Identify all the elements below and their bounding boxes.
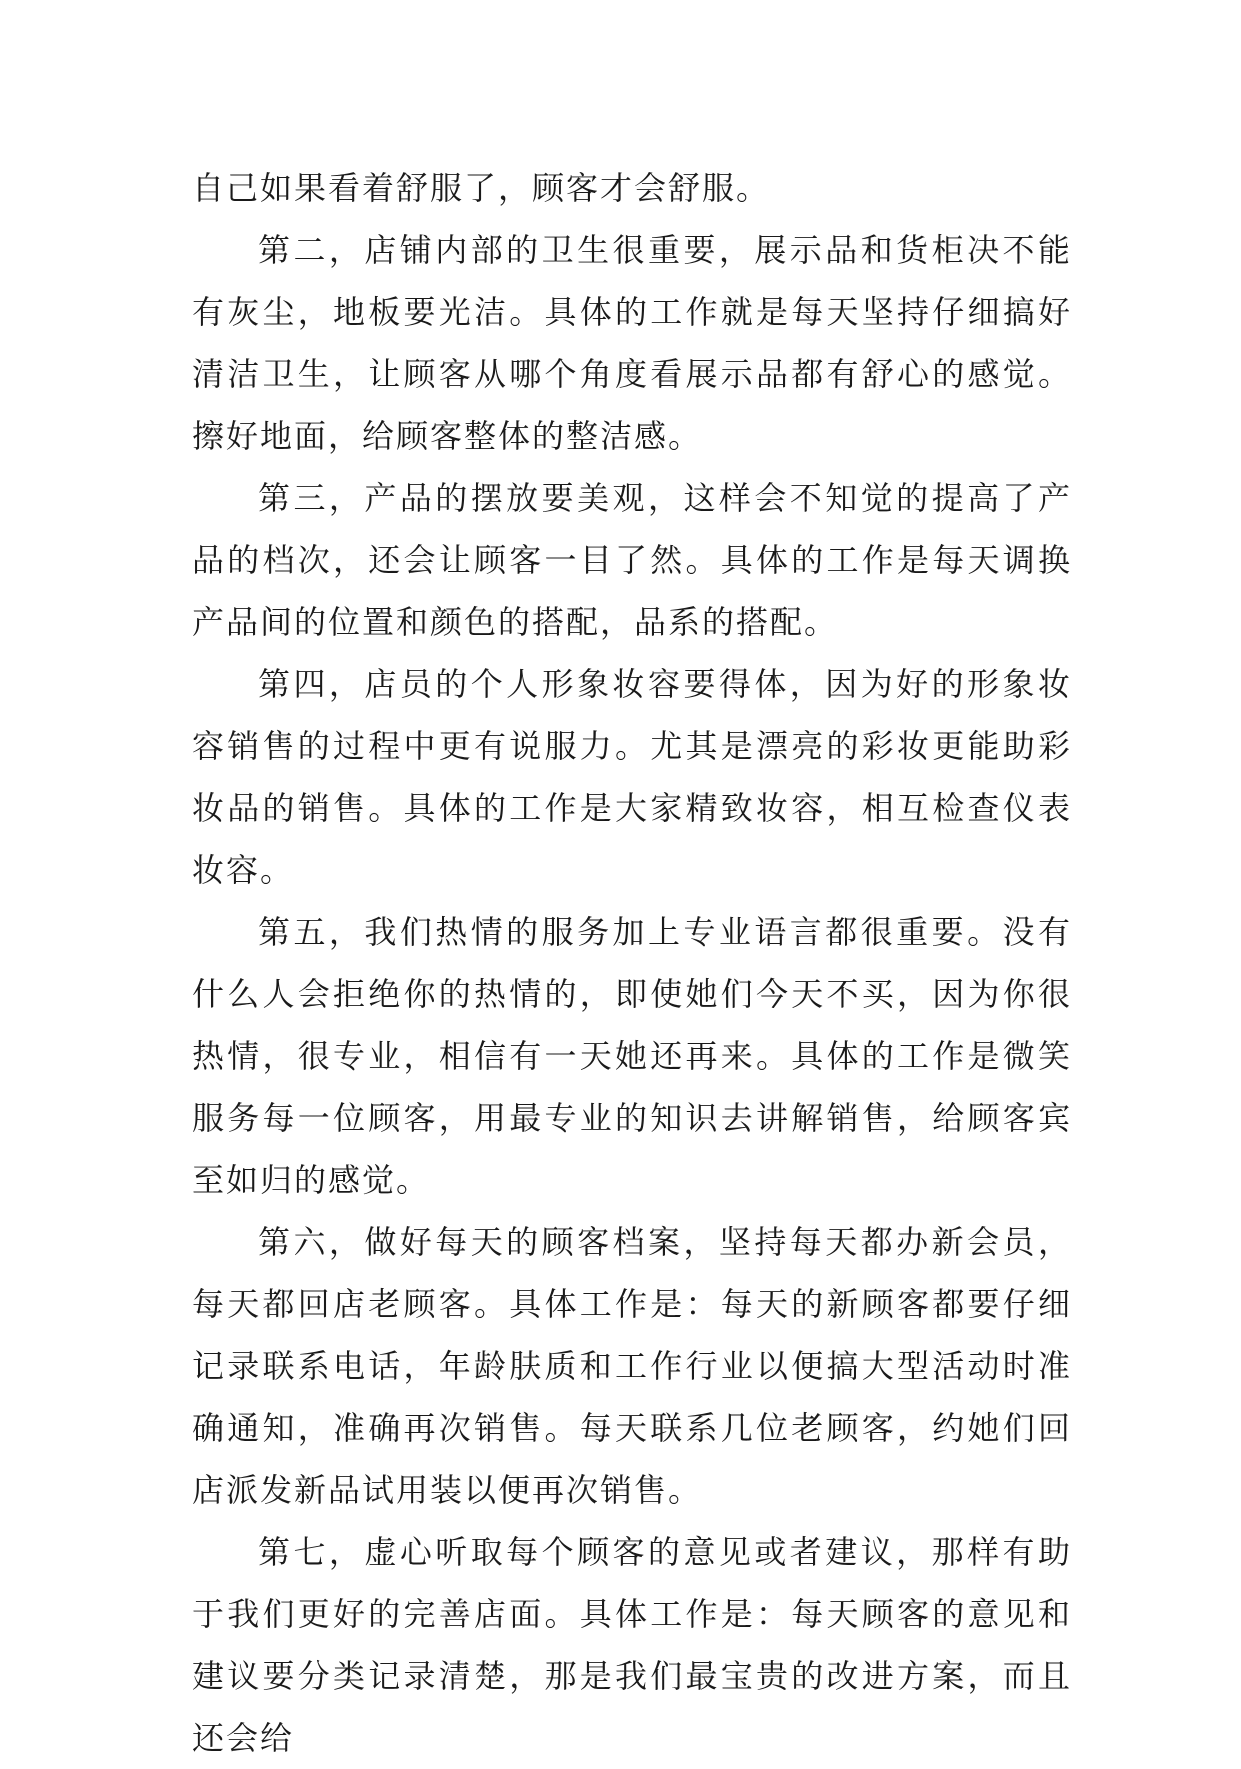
paragraph-point-five: 第五，我们热情的服务加上专业语言都很重要。没有什么人会拒绝你的热情的，即使她们今天不买，因为你很热情，很专业，相信有一天她还再来。具体的工作是微笑服务每一位顾客，用最专业的知识去讲解销售，给顾客宾至如归的感觉。 bbox=[192, 913, 1072, 1199]
paragraph-point-three: 第三，产品的摆放要美观，这样会不知觉的提高了产品的档次，还会让顾客一目了然。具体的工作是每天调换产品间的位置和颜色的搭配，品系的搭配。 bbox=[192, 479, 1072, 641]
paragraph-point-six: 第六，做好每天的顾客档案，坚持每天都办新会员，每天都回店老顾客。具体工作是：每天的新顾客都要仔细记录联系电话，年龄肤质和工作行业以便搞大型活动时准确通知，准确再次销售。每天联系几位老顾客，约她们回店派发新品试用装以便再次销售。 bbox=[192, 1223, 1072, 1509]
paragraph-continuation: 自己如果看着舒服了，顾客才会舒服。 bbox=[192, 169, 771, 207]
paragraph-point-two: 第二，店铺内部的卫生很重要，展示品和货柜决不能有灰尘，地板要光洁。具体的工作就是每天坚持仔细搞好清洁卫生，让顾客从哪个角度看展示品都有舒心的感觉。擦好地面，给顾客整体的整洁感。 bbox=[192, 231, 1072, 455]
paragraph-point-four: 第四，店员的个人形象妆容要得体，因为好的形象妆容销售的过程中更有说服力。尤其是漂亮的彩妆更能助彩妆品的销售。具体的工作是大家精致妆容，相互检查仪表妆容。 bbox=[192, 665, 1072, 889]
paragraph-point-seven: 第七，虚心听取每个顾客的意见或者建议，那样有助于我们更好的完善店面。具体工作是：每天顾客的意见和建议要分类记录清楚，那是我们最宝贵的改进方案，而且还会给 bbox=[192, 1533, 1072, 1757]
document-body bbox=[192, 157, 1072, 1769]
